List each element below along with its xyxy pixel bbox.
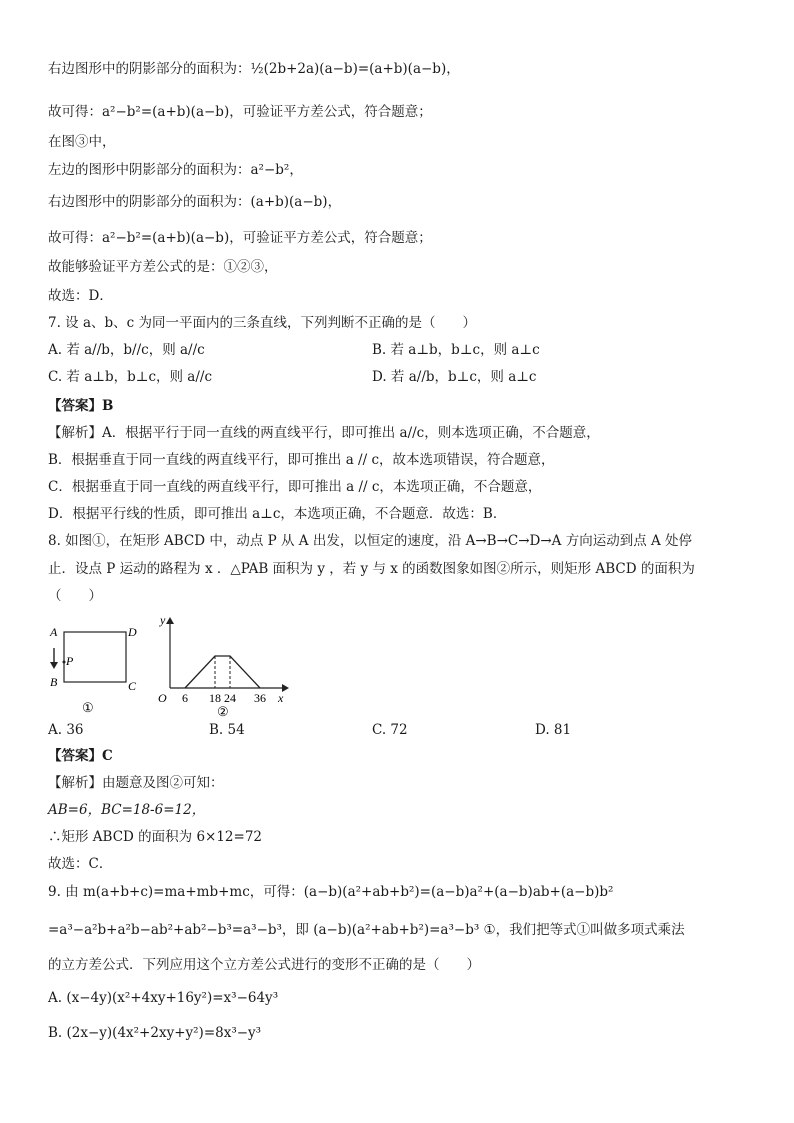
q7-analysis-3: C．根据垂直于同一直线的两直线平行，即可推出 a // c，本选项正确，不合题意， [48,479,542,495]
q7-answer: 【答案】B [48,398,114,414]
line-4: 左边的图形中阴影部分的面积为：a²−b²， [48,162,303,178]
x-axis-label: x [278,691,284,705]
q8-analysis-2: AB=6，BC=18-6=12， [48,802,206,818]
q8-analysis-4: 故选：C． [48,856,113,872]
q8-option-c: C. 72 [372,722,408,738]
label-d: D [128,625,137,639]
question-8-line-3: （ ） [48,588,102,604]
question-7: 7. 设 a、b、c 为同一平面内的三条直线，下列判断不正确的是（ ） [48,315,477,331]
question-9-line-1: 9. 由 m(a+b+c)=ma+mb+mc，可得：(a−b)(a²+ab+b²)=(a−b)a²+(a−b)ab+(a−b)b² [48,884,614,900]
q7-option-c: C. 若 a⊥b，b⊥c，则 a//c [48,369,213,385]
figure-rectangle [46,618,146,718]
y-axis-arrow-icon [166,617,174,624]
q8-option-d: D. 81 [535,722,572,738]
line-2: 故可得：a²−b²=(a+b)(a−b)，可验证平方差公式，符合题意； [48,104,432,120]
question-8-line-2: 止．设点 P 运动的路程为 x ．△PAB 面积为 y ，若 y 与 x 的函数图象如图②所示，则矩形 ABCD 的面积为 [48,561,695,577]
function-graph [152,612,292,718]
q7-analysis-1: 【解析】A．根据平行于同一直线的两直线平行，即可推出 a//c，则本选项正确，不合题意， [48,425,600,441]
question-9-line-2: =a³−a²b+a²b−ab²+ab²−b³=a³−b³，即 (a−b)(a²+ab+b²)=a³−b³ ①，我们把等式①叫做多项式乘法 [48,922,685,938]
label-a: A [50,625,58,639]
q8-answer: 【答案】C [48,748,113,764]
y-axis-label: y [160,613,166,627]
tick-label: 24 [224,691,236,705]
tick-label: 36 [254,691,266,705]
origin-label: O [158,691,167,705]
line-5: 右边图形中的阴影部分的面积为：(a+b)(a−b)， [48,194,342,210]
line-7: 故能够验证平方差公式的是：①②③， [48,259,278,275]
series-line [185,656,260,688]
q7-option-d: D. 若 a//b，b⊥c，则 a⊥c [372,369,537,385]
q8-analysis-3: ∴矩形 ABCD 的面积为 6×12=72 [48,829,263,845]
q8-option-a: A. 36 [48,722,84,738]
line-3: 在图③中， [48,134,116,150]
arrow-head-icon [50,662,58,669]
figure-1-caption: ① [82,700,94,715]
line-6: 故可得：a²−b²=(a+b)(a−b)，可验证平方差公式，符合题意； [48,230,432,246]
label-p: P [66,654,74,668]
q8-analysis-1: 【解析】由题意及图②可知： [48,775,224,791]
question-9-line-3: 的立方差公式．下列应用这个立方差公式进行的变形不正确的是（ ） [48,957,480,973]
label-c: C [128,679,137,693]
q7-option-a: A. 若 a//b，b//c，则 a//c [48,342,205,358]
line-8: 故选：D． [48,288,113,304]
question-8-line-1: 8. 如图①，在矩形 ABCD 中，动点 P 从 A 出发，以恒定的速度，沿 A→B→C→D→A 方向运动到点 A 处停 [48,533,693,549]
q7-option-b: B. 若 a⊥b，b⊥c，则 a⊥c [372,342,540,358]
label-b: B [50,675,58,689]
q9-option-b: B. (2x−y)(4x²+2xy+y²)=8x³−y³ [48,1025,262,1041]
q7-analysis-4: D．根据平行线的性质，即可推出 a⊥c，本选项正确，不合题意．故选：B． [48,506,507,522]
tick-label: 6 [182,691,188,705]
line-1: 右边图形中的阴影部分的面积为：½(2b+2a)(a−b)=(a+b)(a−b)， [48,61,460,77]
q8-option-b: B. 54 [209,722,245,738]
q9-option-a: A. (x−4y)(x²+4xy+16y²)=x³−64y³ [48,990,279,1006]
q7-analysis-2: B．根据垂直于同一直线的两直线平行，即可推出 a // c，故本选项错误，符合题意， [48,452,555,468]
tick-label: 18 [209,691,221,705]
figure-2-caption: ② [217,704,229,718]
